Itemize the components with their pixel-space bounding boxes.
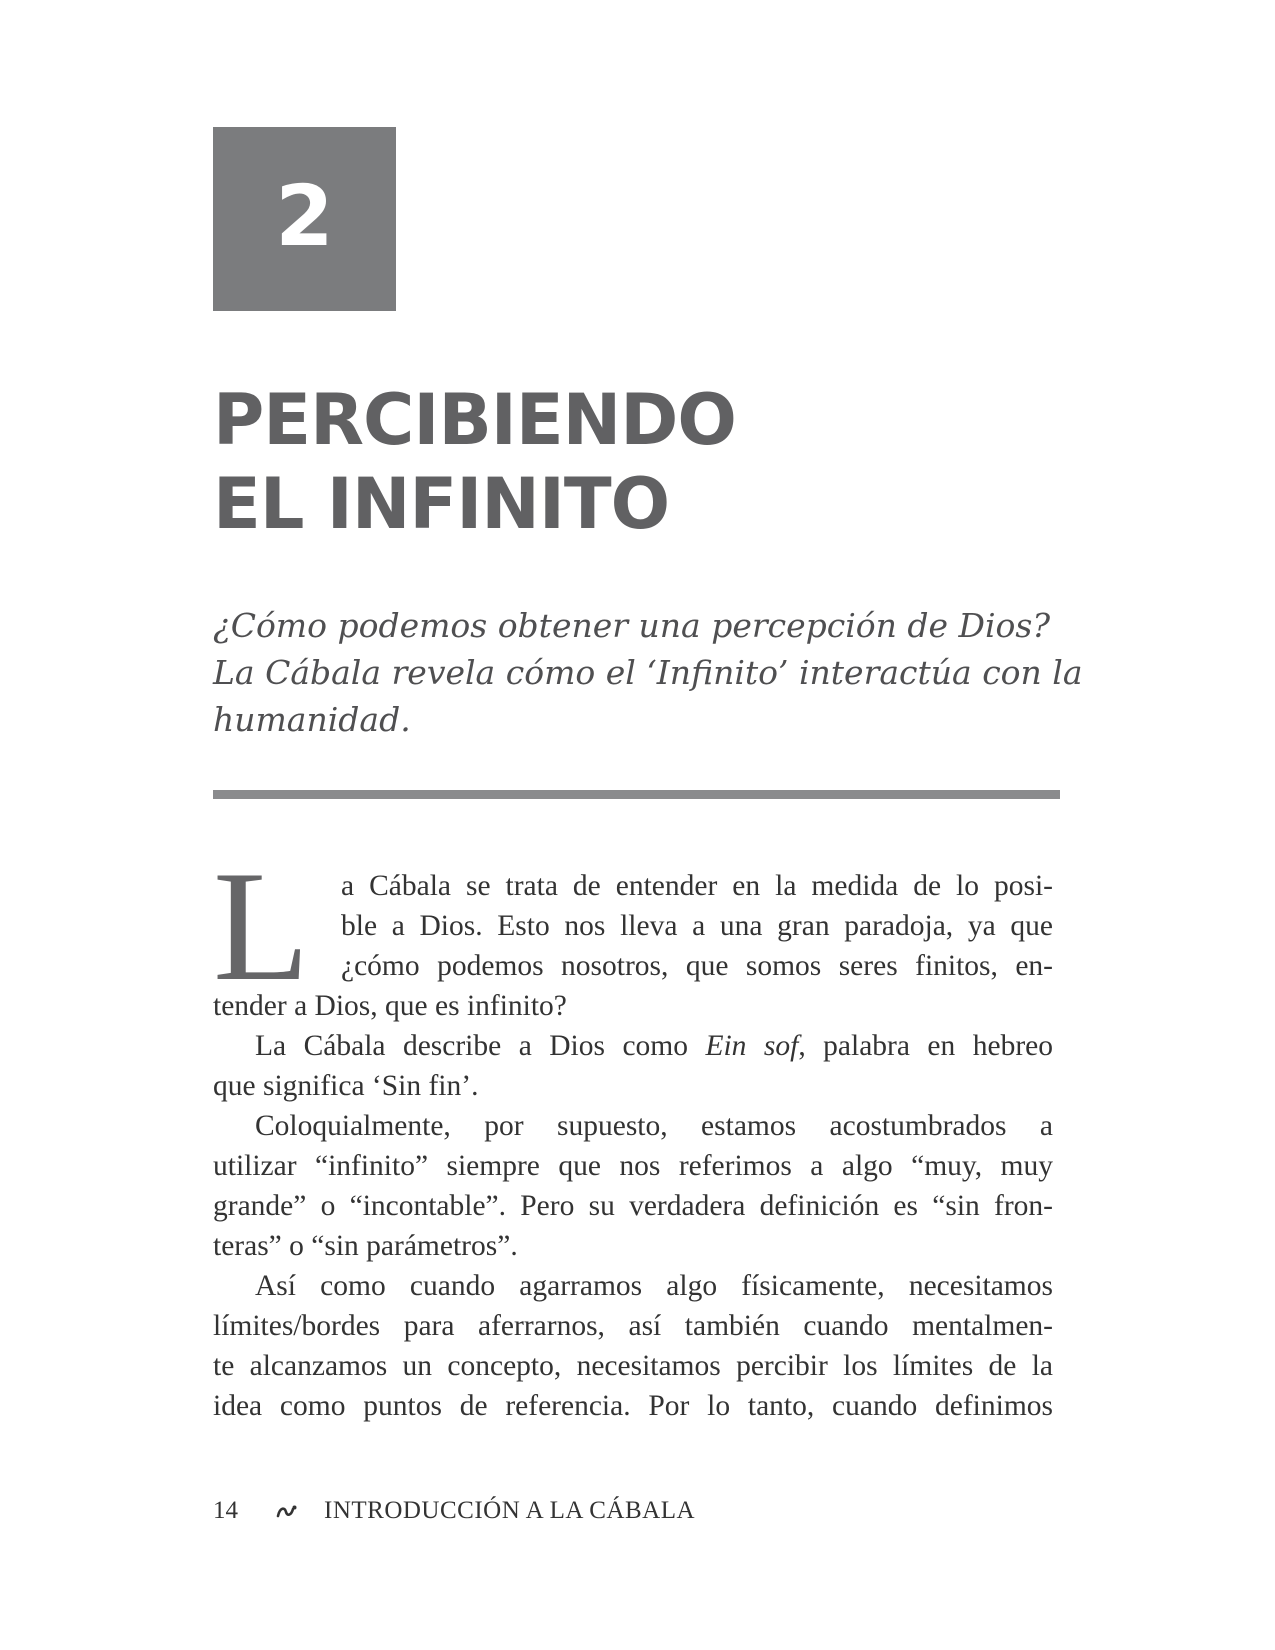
ornament-icon [276,1503,298,1519]
paragraph-1 [213,866,1053,1026]
chapter-subtitle [213,602,1083,743]
chapter-title-line: PERCIBIENDO [213,379,736,461]
text-line [213,1026,1053,1066]
text-line: tender a Dios, que es infinito? [213,990,567,1022]
italic-term: Ein sof [705,1030,799,1062]
text-line: límites/bordes para aferrarnos, así también cuando mentalmen- [213,1310,1053,1342]
text-line: teras” o “sin parámetros”. [213,1230,518,1262]
chapter-title [213,378,1073,546]
text-line: a Cábala se trata de entender en la medida de lo posi- [341,870,1053,902]
text-line: que significa ‘Sin fin’. [213,1070,479,1102]
paragraph-2 [213,1026,1053,1106]
chapter-number-box [213,127,396,311]
text-segment: La Cábala describe a Dios como [255,1030,706,1062]
section-divider [213,790,1060,799]
text-segment: , palabra en hebreo [798,1030,1053,1062]
chapter-number: 2 [275,167,334,265]
paragraph-4 [213,1266,1053,1426]
running-title: INTRODUCCIÓN A LA CÁBALA [324,1497,696,1524]
text-line: utilizar “infinito” siempre que nos referimos a algo “muy, muy [213,1150,1053,1182]
text-line: idea como puntos de referencia. Por lo tanto, cuando definimos [213,1390,1053,1422]
page-number: 14 [213,1497,238,1524]
text-line: ble a Dios. Esto nos lleva a una gran paradoja, ya que [341,910,1053,942]
paragraph-3 [213,1106,1053,1266]
text-line: Así como cuando agarramos algo físicamente, necesitamos [255,1270,1053,1302]
text-line: Coloquialmente, por supuesto, estamos acostumbrados a [255,1110,1053,1142]
subtitle-line: ¿Cómo podemos obtener una percepción de Dios? [213,606,1051,645]
body-text [213,866,1053,1426]
subtitle-line: La Cábala revela cómo el ‘Infinito’ interactúa con la [213,653,1083,692]
chapter-title-line: EL INFINITO [213,463,670,545]
subtitle-line: humanidad. [213,700,411,739]
drop-cap: L [213,839,310,1014]
text-line: te alcanzamos un concepto, necesitamos percibir los límites de la [213,1350,1053,1382]
page-footer [213,1497,695,1525]
text-line: grande” o “incontable”. Pero su verdadera definición es “sin fron- [213,1190,1053,1222]
text-line: ¿cómo podemos nosotros, que somos seres finitos, en- [341,950,1053,982]
